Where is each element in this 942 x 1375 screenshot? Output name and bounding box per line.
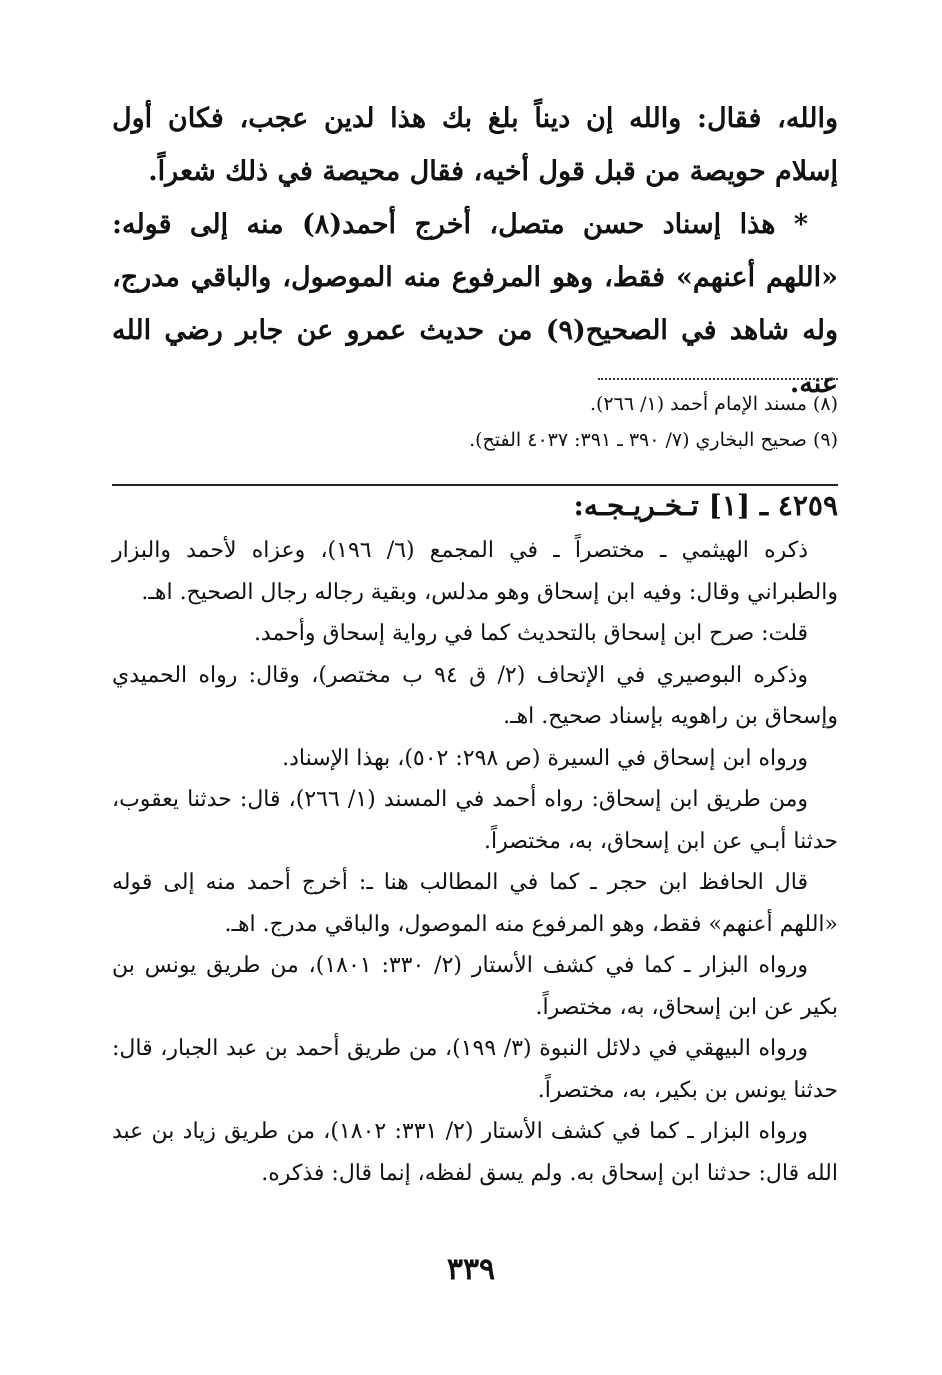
takhrij-paragraph: ومن طريق ابن إسحاق: رواه أحمد في المسند (١/ ٢٦٦)، قال: حدثنا يعقوب، حدثنا أبـي عن ابن إسحاق، به، مختصراً. [112,787,838,854]
footnote-separator [598,378,838,382]
takhrij-paragraph: ورواه البيهقي في دلائل النبوة (٣/ ١٩٩)، من طريق أحمد بن عبد الجبار، قال: حدثنا يونس بن بكير، به، مختصراً. [112,1036,838,1103]
footnote-9: (٩) صحيح البخاري (٧/ ٣٩٠ ـ ٣٩١: ٤٠٣٧ الفتح). [469,429,838,451]
takhrij-paragraph: ورواه ابن إسحاق في السيرة (ص ٢٩٨: ٥٠٢)، بهذا الإسناد. [282,745,808,771]
footnotes [112,386,838,458]
main-text [112,92,838,410]
takhrij-text [112,530,838,1194]
takhrij-paragraph: قال الحافظ ابن حجر ـ كما في المطالب هنا ـ: أخرج أحمد منه إلى قوله «اللهم أعنهم» فقط، وهو المرفوع منه الموصول، والباقي مدرج. اهـ. [112,870,838,937]
takhrij-paragraph: قلت: صرح ابن إسحاق بالتحديث كما في رواية إسحاق وأحمد. [253,621,808,646]
takhrij-paragraph: ذكره الهيثمي ـ مختصراً ـ في المجمع (٦/ ١٩٦)، وعزاه لأحمد والبزار والطبراني وقال: وفيه ابن إسحاق وهو مدلس، وبقية رجاله رجال الصحيح. اهـ. [112,538,838,605]
takhrij-heading: ٤٢٥٩ ـ [١] تـخـريـجـه: [573,489,838,522]
main-paragraph-1: والله، فقال: والله إن ديناً بلغ بك هذا لدين عجب، فكان أول إسلام حويصة من قبل قول أخيه، فقال محيصة في ذلك شعراً. [112,103,838,187]
takhrij-paragraph: وذكره البوصيري في الإتحاف (٢/ ق ٩٤ ب مختصر)، وقال: رواه الحميدي وإسحاق بن راهويه بإسناد صحيح. اهـ. [112,662,838,729]
takhrij-paragraph: ورواه البزار ـ كما في كشف الأستار (٢/ ٣٣١: ١٨٠٢)، من طريق زياد بن عبد الله قال: حدثنا ابن إسحاق به. ولم يسق لفظه، إنما قال: فذكره. [112,1119,838,1186]
page-number: ٣٣٩ [446,1252,496,1287]
takhrij-paragraph: ورواه البزار ـ كما في كشف الأستار (٢/ ٣٣٠: ١٨٠١)، من طريق يونس بن بكير عن ابن إسحاق، به، مختصراً. [112,953,838,1020]
footnote-8: (٨) مسند الإمام أحمد (١/ ٢٦٦). [589,393,838,415]
main-paragraph-2: * هذا إسناد حسن متصل، أخرج أحمد(٨) منه إلى قوله: «اللهم أعنهم» فقط، وهو المرفوع منه الموصول، والباقي مدرج، وله شاهد في الصحيح(٩) من حديث عمرو عن جابر رضي الله عنه. [112,209,838,399]
